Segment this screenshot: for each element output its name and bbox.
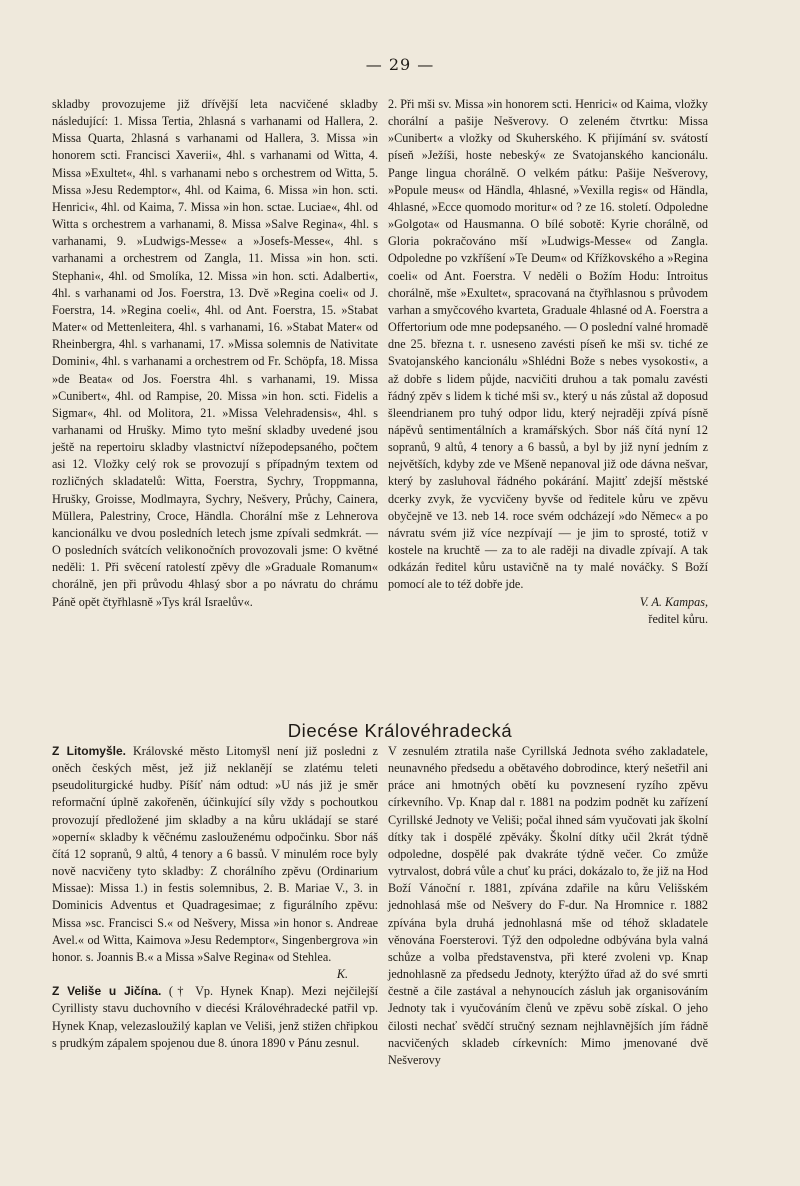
section-title: Diecése Královéhradecká xyxy=(287,720,513,741)
bottom-left-column xyxy=(52,743,378,1052)
litomysle-initial: K. xyxy=(336,967,348,982)
top-left-column xyxy=(52,96,378,611)
velise-article xyxy=(52,983,378,1052)
litomysle-heading: Z Litomyšle. xyxy=(52,744,126,758)
signature-name: V. A. Kampas, xyxy=(639,594,708,609)
litomysle-article xyxy=(52,743,378,983)
top-right-column xyxy=(388,96,708,628)
velise-text: († Vp. Hynek Knap). Mezi nejčilejší Cyrillisty stavu duchovního v diecési Královéhradecké patřil vp. Hynek Knap, velezasloužilý kaplan ve Veliši, jenž stižen chřipkou s prudkým zápalem spojenou due 8. února 1890 v Pánu zesnul. xyxy=(52,984,378,1050)
signature-role: ředitel kůru. xyxy=(648,611,708,626)
top-left-paragraph: skladby provozujeme již dřívější leta nacvičené skladby následující: 1. Missa Tertia, 2hlasná s varhanami od Hallera, 2. Missa Quarta, 2hlasná s varhanami od Hallera, 3. Missa »in honorem scti. Francisci Xaverii«, 4hl. s varhanami od Witta, 4. Missa »Exultet«, 4hl. s varhanami nebo s orchestrem od Witta, 5. Missa »Jesu Redemptor«, 4hl. od Kaima, 6. Missa »in hon. scti. Henrici«, 4hl. od Kaima, 7. Missa »in hon. sctae. Luciae«, 4hl. od Witta s orchestrem a varhanami, 8. Missa »Salve Regina«, 4hl. s varhanami, 9. »Ludwigs-Messe« a »Josefs-Messe«, 4hl. s varhanami a orchestrem od Zangla, 11. Missa »in hon. scti. Stephani«, 4hl. od Smolíka, 12. Missa »in hon. scti. Adalberti«, 4hl. s varhanami od Jos. Foerstra, 13. Dvě »Regina coeli« od J. Foerstra, 14. »Regina coeli«, 4hl. od Ant. Foerstra, 15. »Stabat Mater« od Mettenleitera, 4hl. s varhanami, 16. »Stabat Mater« od Rheinbergra, 4hl. s varhanami, 17. »Missa solemnis de Nativitate Domini«, 4hl. s varhanami a orchestrem od Fr. Schöpfa, 18. Missa »de Beata« od Jos. Foerstra 4hl. s varhanami, 19. Missa »Cunibert«, 4hl. od Rampise, 20. Missa »in hon. scti. Fidelis a Sigmar«, 4hl. od Molitora, 21. »Missa Velehradensis«, 4hl. s varhanami od Hrušky. Mimo tyto mešní skladby uvedené jsou ještě na repertoiru skladby vlastnictví nížepodepsaného, počtem asi 12. Vložky celý rok se provozují s případným textem od rozličných skladatelů: Witta, Foerstra, Sychry, Troppmanna, Hrušky, Groisse, Modlmayra, Sychry, Nešvery, Průchy, Cainera, Müllera, Palestriny, Croce, Händla. Chorální mše z Lehnerova kancionálku ve dvou posledních letech jsme zpívali sedmkrát. — O posledních svátcích velikonočních provozovali jsme: O květné neděli: 1. Při svěcení ratolestí zpěvy dle »Graduale Romanum« chorálně, jen při průvodu 4hlasý sbor a po návratu do chrámu Páně opět čtyřhlasně »Tys král Israelův«. xyxy=(52,97,378,609)
page-number: — 29 — xyxy=(365,55,435,74)
bottom-right-column xyxy=(388,743,708,1069)
bottom-right-paragraph: V zesnulém ztratila naše Cyrillská Jednota svého zakladatele, neunavného předsedu a obětavého dobrodince, který nešetřil ani práce ani hmotných obětí ku povznesení ryzího zpěvu církevního. Vp. Knap dal r. 1881 na podzim podnět ku zařízení Cyrillské Jednoty ve Veliši; počal ihned sám vyučovati jak školní dítky tak i dospělé zpěváky. Školní dítky učil 2krát týdně odpoledne, dospělé pak dvakráte týdně večer. Co zmůže vytrvalost, dobrá vůle a chuť ku práci, dokázalo to, že již na Hod Boží Vánoční r. 1881, zpívána zdařile na kůru Velišském jednohlasá mše od Nešvery do F-dur. Na Hromnice r. 1882 zpívána byla druhá jednohlasná mše od téhož skladatele věnována Foersterovi. Týž den odpoledne odbývána byla valná schůze a volba představenstva, při které zvoleni vp. Knap jednohlasně za předsedu Jednoty, kterýžto úřad až do své smrti čestně a čile zastával a nehynoucích zásluh jak organisováním Jednoty tak i vyučováním členů ve zpěvu sobě získal. O jeho čilosti nechať svědčí stručný seznam nejhlavnějších jím řádně nacvičených skladeb církevních: Mimo jmenované dvě Nešverovy xyxy=(388,744,708,1067)
top-right-paragraph: 2. Při mši sv. Missa »in honorem scti. Henrici« od Kaima, vložky chorální a pašije Nešverovy. O zeleném čtvrtku: Missa »Cunibert« a vložky od Skuherského. K přijímání sv. svátostí píseň »Ježíši, hoste nebeský« ze Svatojanského kancionálu. Pange lingua chorálně. O velkém pátku: Pašije Nešverovy, »Popule meus« od Händla, 4hlasné, »Vexilla regis« od Händla, 4hlasné, »Ecce quomodo moritur« od ? ze 16. století. Odpoledne »Golgota« od Hausmanna. O bílé sobotě: Kyrie chorálně, od Gloria pokračováno mší »Ludwigs-Messe« od Zangla. Odpoledne po vzkříšení »Te Deum« od Křížkovského a »Regina coeli« od Ant. Foerstra. V neděli o Božím Hodu: Introitus chorálně, mše »Exultet«, spracovaná na čtyřhlasnou s průvodem varhan a smyčcového kvarteta, Graduale 4hlasné od A. Foerstra a Offertorium ode mne podepsaného. — O poslední valné hromadě dne 25. března t. r. usneseno zavésti píseň ke mši sv. tiché ze Svatojanského kancionálu »Shlédni Bože s nebes vysokosti«, a až dobře s lidem půjde, nacvičiti druhou a tak pomalu zavésti řádný zpěv s lidem k tiché mši sv., který u nás zůstal až doposud šleendrianem pro tuhý odpor lidu, který nejraději zpívá písně nápěvů sentimentálních a kramářských. Sbor náš čítá nyní 12 sopranů, 9 altů, 4 tenory a 6 bassů, a byl by již nyní jedním z největších, kdyby zde ve Mšeně nepanoval již ode dávna nešvar, který by zasluhoval řádného pokárání. Majitť zdejší městské dcerky zvyk, že vycvičeny byvše od ředitele kůru ve zpěvu obyčejně ve 13. neb 14. roce svém odcházejí »do Němec« a po návratu svém již více nezpívají — je jim to sprosté, totiž v kostele na kruchtě — za to ale raději na divadle zpívají. A tak odkázán ředitel kůru ustavičně na ty malé nováčky. S Boží pomocí ale to též dobře jde. xyxy=(388,97,708,592)
litomysle-text: Královské město Litomyšl není již posledni z oněch českých měst, jež již neklanějí se zlatému teleti pseudoliturgické hudby. Píšíť nám odtud: »U nás již je směr reformační úplně zakořeněn, účinkující síly vždy s pochoutkou provozují předložené jim skladby a na kůru ukládají se staré »operní« skladby k věčnému zaslouženému odpočinku. Sbor náš čítá 12 sopranů, 9 altů, 4 tenory a 6 bassů. V minulém roce byly nově nacvičeny tyto skladby: Z chorálního zpěvu (Ordinarium Missae): Missa 1.) in festis solemnibus, 2. B. Mariae V., 3. in Dominicis Adventus et Quadragesimae; z figurálního zpěvu: Missa »sc. Francisci S.« od Nešvery, Missa »in honor s. Andreae Avel.« od Witta, Kaimova »Jesu Redemptor«, Singenbergrova »in honor. s. Joannis B.« a Missa »Salve Regina« od Stehlea. xyxy=(52,744,379,964)
velise-heading: Z Veliše u Jičína. xyxy=(52,984,162,999)
